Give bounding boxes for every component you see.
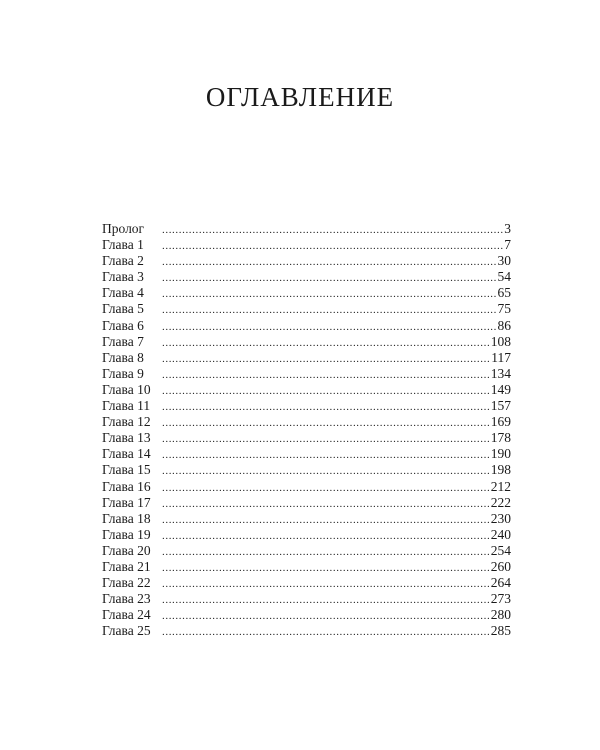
toc-entry-label: Глава 20	[102, 542, 151, 558]
toc-entry-label: Глава 11	[102, 398, 151, 414]
table-of-contents	[102, 221, 511, 639]
toc-dot-leader	[162, 399, 490, 415]
toc-dot-leader	[162, 608, 490, 624]
toc-entry	[102, 479, 511, 495]
toc-entry-page: 86	[497, 317, 511, 333]
toc-dot-leader	[162, 496, 490, 512]
toc-dot-leader	[162, 447, 490, 463]
toc-entry	[102, 398, 511, 414]
toc-entry	[102, 414, 511, 430]
toc-entry-label: Глава 17	[102, 494, 151, 510]
toc-entry	[102, 527, 511, 543]
toc-dot-leader	[162, 592, 490, 608]
toc-dot-leader	[162, 270, 497, 286]
toc-entry-label: Глава 1	[102, 237, 144, 253]
toc-entry-label: Глава 19	[102, 526, 151, 542]
toc-entry-label: Глава 14	[102, 446, 151, 462]
toc-entry	[102, 269, 511, 285]
toc-entry-label: Глава 6	[102, 317, 144, 333]
toc-entry-page: 117	[491, 349, 511, 365]
toc-entry-label: Глава 15	[102, 462, 151, 478]
toc-entry-page: 134	[490, 365, 511, 381]
toc-entry	[102, 221, 511, 237]
toc-entry-page: 7	[504, 237, 511, 253]
toc-entry-page: 178	[490, 430, 511, 446]
toc-dot-leader	[162, 512, 490, 528]
toc-dot-leader	[162, 431, 490, 447]
toc-entry-page: 54	[497, 269, 511, 285]
toc-entry	[102, 430, 511, 446]
toc-entry-page: 240	[490, 526, 511, 542]
toc-entry-page: 3	[504, 221, 511, 236]
toc-entry-label: Глава 22	[102, 575, 151, 591]
toc-entry-label: Пролог	[102, 221, 145, 236]
toc-entry-page: 149	[490, 381, 511, 397]
toc-dot-leader	[162, 383, 490, 399]
toc-entry-page: 75	[497, 301, 511, 317]
toc-entry	[102, 623, 511, 639]
toc-entry-page: 169	[490, 414, 511, 430]
toc-entry-page: 254	[490, 542, 511, 558]
toc-dot-leader	[162, 319, 497, 335]
toc-entry	[102, 237, 511, 253]
toc-dot-leader	[162, 302, 497, 318]
toc-entry	[102, 607, 511, 623]
toc-entry-page: 190	[490, 446, 511, 462]
toc-entry-label: Глава 25	[102, 623, 151, 639]
toc-dot-leader	[162, 463, 490, 479]
toc-entry-label: Глава 21	[102, 558, 151, 574]
toc-entry-label: Глава 16	[102, 478, 151, 494]
toc-entry	[102, 591, 511, 607]
toc-entry-label: Глава 3	[102, 269, 144, 285]
toc-entry-page: 230	[490, 510, 511, 526]
toc-entry-label: Глава 12	[102, 414, 151, 430]
toc-entry-page: 198	[490, 462, 511, 478]
toc-entry-label: Глава 9	[102, 365, 144, 381]
toc-entry-label: Глава 2	[102, 253, 144, 269]
toc-entry-page: 212	[490, 478, 511, 494]
toc-entry-page: 222	[490, 494, 511, 510]
toc-entry-page: 273	[490, 591, 511, 607]
toc-entry	[102, 446, 511, 462]
toc-entry	[102, 285, 511, 301]
toc-dot-leader	[162, 415, 490, 431]
toc-entry-page: 108	[490, 333, 511, 349]
toc-entry-label: Глава 7	[102, 333, 144, 349]
toc-entry	[102, 366, 511, 382]
toc-entry-page: 264	[490, 575, 511, 591]
toc-entry-page: 30	[497, 253, 511, 269]
toc-entry	[102, 462, 511, 478]
toc-entry	[102, 511, 511, 527]
toc-entry	[102, 382, 511, 398]
toc-dot-leader	[162, 367, 490, 383]
toc-dot-leader	[162, 254, 497, 270]
toc-entry-label: Глава 5	[102, 301, 144, 317]
toc-entry-label: Глава 18	[102, 510, 151, 526]
toc-entry	[102, 334, 511, 350]
toc-entry	[102, 495, 511, 511]
toc-entry-label: Глава 8	[102, 349, 144, 365]
toc-entry	[102, 543, 511, 559]
toc-entry-page: 285	[490, 623, 511, 639]
toc-dot-leader	[162, 560, 490, 576]
toc-entry	[102, 559, 511, 575]
toc-entry-label: Глава 23	[102, 591, 151, 607]
toc-dot-leader	[162, 480, 490, 496]
toc-dot-leader	[162, 544, 490, 560]
toc-dot-leader	[162, 286, 497, 302]
toc-entry-page: 280	[490, 607, 511, 623]
toc-entry-page: 260	[490, 558, 511, 574]
page-title: ОГЛАВЛЕНИЕ	[205, 82, 395, 112]
toc-entry-label: Глава 10	[102, 381, 151, 397]
toc-entry-label: Глава 24	[102, 607, 151, 623]
toc-dot-leader	[162, 624, 490, 640]
toc-entry-page: 157	[490, 398, 511, 414]
toc-dot-leader	[162, 528, 490, 544]
toc-dot-leader	[162, 351, 490, 367]
toc-entry-page: 65	[497, 285, 511, 301]
toc-dot-leader	[162, 238, 503, 254]
toc-entry	[102, 575, 511, 591]
toc-entry	[102, 350, 511, 366]
toc-dot-leader	[162, 576, 490, 592]
toc-entry-label: Глава 13	[102, 430, 151, 446]
toc-entry-label: Глава 4	[102, 285, 144, 301]
toc-dot-leader	[162, 222, 503, 238]
toc-dot-leader	[162, 335, 490, 351]
toc-entry	[102, 301, 511, 317]
toc-entry	[102, 318, 511, 334]
toc-entry	[102, 253, 511, 269]
